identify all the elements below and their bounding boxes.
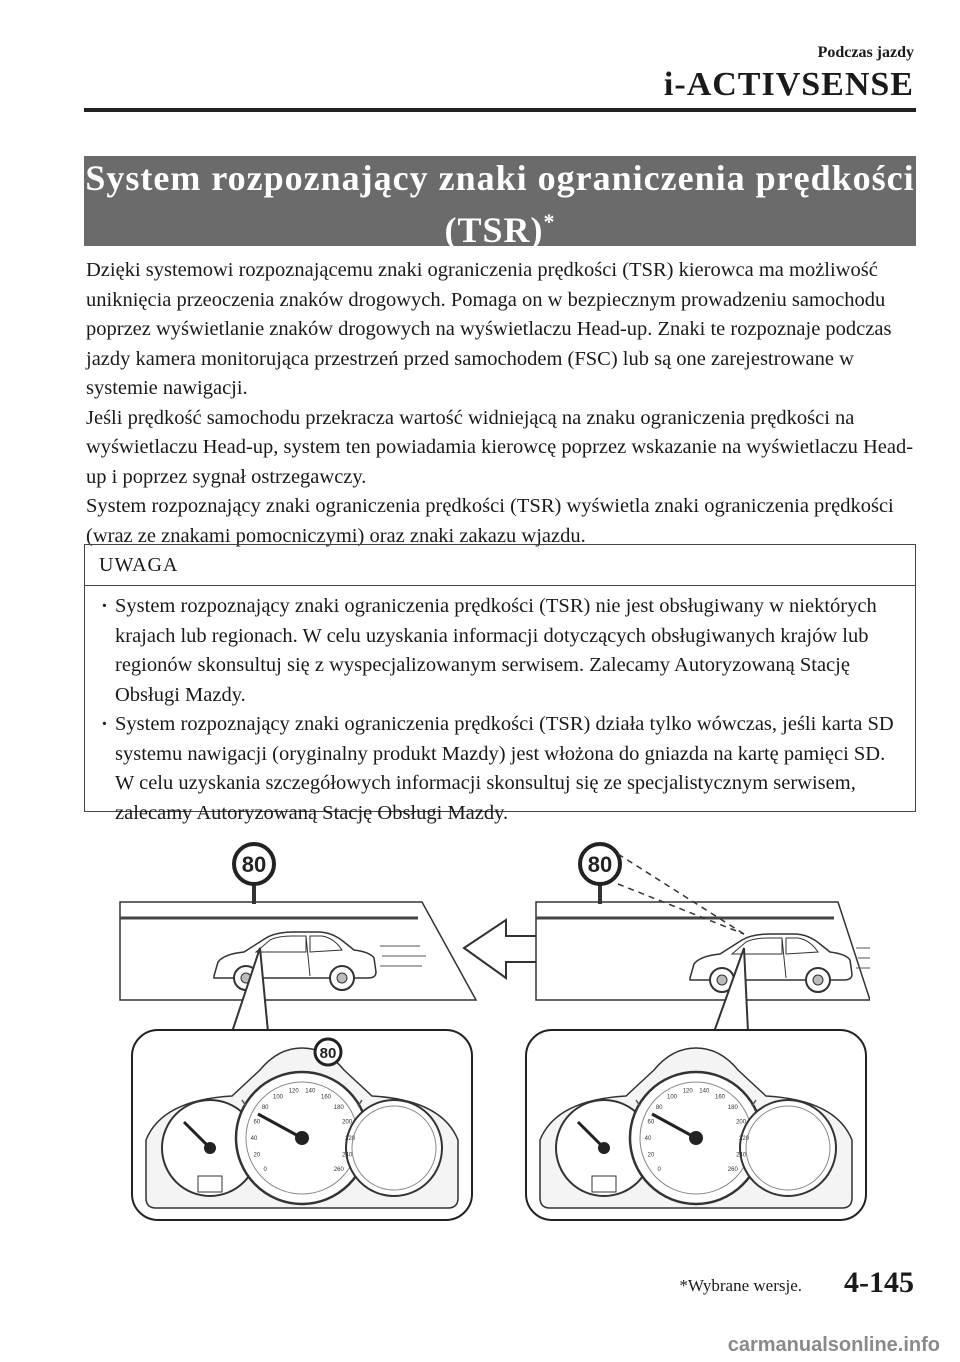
speed-sign-right-value: 80 [587,852,613,877]
page-title [84,156,916,250]
note-list [85,586,915,828]
speed-tick-label: 140 [305,1088,316,1095]
title-asterisk: * [543,209,556,234]
speed-tick-label: 200 [342,1119,353,1126]
body-text [86,256,916,551]
speed-tick-label: 20 [253,1152,261,1159]
title-line-2 [84,200,916,252]
section-title: Podczas jazdy [817,44,914,61]
speed-tick-label: 100 [272,1094,284,1101]
footer-note: *Wybrane wersje. [679,1276,802,1295]
speed-tick-label: 160 [320,1094,332,1101]
instrument-cluster-right [526,1030,866,1220]
speed-tick-label: 20 [647,1152,655,1159]
speed-tick-label: 80 [655,1105,663,1112]
speed-tick-label: 260 [727,1166,738,1173]
tsr-illustration [100,830,870,1230]
speed-tick-label: 220 [738,1136,750,1142]
speed-tick-label: 40 [644,1136,652,1142]
speed-tick-label: 240 [736,1152,747,1159]
note-item-2: · System rozpoznający znaki ograniczenia prędkości (TSR) działa tylko wówczas, jeśli karta SD systemu nawigacji (oryginalny produkt Mazdy) jest włożona do gniazda na kartę pamięci SD. W celu uzyskania szczegółowych informacji skonsultuj się ze specjalistycznym serwisem, zalecamy Autoryzowaną Stację Obsługi Mazdy. [85,710,915,828]
arrow-left-icon [464,920,546,978]
instrument-cluster-left [132,1030,472,1220]
note-item-1: · System rozpoznający znaki ograniczenia prędkości (TSR) nie jest obsługiwany w niektórych krajach lub regionach. W celu uzyskania informacji dotyczących obsługiwanych krajów lub regionów skonsultuj się z wyspecjalizowanym serwisem. Zalecamy Autoryzowaną Stację Obsługi Mazdy. [85,592,915,710]
speed-tick-label: 0 [263,1166,267,1173]
speed-tick-label: 60 [253,1119,261,1126]
speed-tick-label: 140 [699,1088,710,1095]
speed-tick-label: 160 [714,1094,726,1101]
page-number: 4-145 [844,1266,914,1299]
paragraph-2: Jeśli prędkość samochodu przekracza wartość widniejącą na znaku ograniczenia prędkości na wyświetlaczu Head-up, system ten powiadamia kierowcę poprzez wskazanie na wyświetlaczu Head-up i poprzez sygnał ostrzegawczy. [86,406,914,488]
header-rule [84,108,916,112]
title-line-2-text: (TSR) [444,210,544,250]
speed-tick-label: 180 [333,1105,344,1112]
paragraph-3: System rozpoznający znaki ograniczenia prędkości (TSR) wyświetla znaki ograniczenia prędkości (wraz ze znakami pomocniczymi) oraz znaki zakazu wjazdu. [86,495,894,547]
speed-tick-label: 80 [261,1105,269,1112]
speed-tick-label: 40 [250,1136,258,1142]
paragraph-1: Dzięki systemowi rozpoznającemu znaki ograniczenia prędkości (TSR) kierowca ma możliwość uniknięcia przeoczenia znaków drogowych. Pomaga on w bezpiecznym prowadzeniu samochodu poprzez wyświetlanie znaków drogowych na wyświetlaczu Head-up. Znaki te rozpoznaje podczas jazdy kamera monitorująca przestrzeń przed samochodem (FSC) lub są one zarejestrowane w systemie nawigacji. [86,259,892,399]
speed-tick-label: 260 [333,1166,344,1173]
speed-tick-label: 0 [657,1166,661,1173]
speed-tick-label: 220 [344,1136,356,1142]
note-box [84,544,916,824]
speed-tick-label: 240 [342,1152,353,1159]
speed-tick-label: 200 [736,1119,747,1126]
note-heading: UWAGA [85,545,915,586]
speed-sign-left-value: 80 [241,852,267,877]
watermark: carmanualsonline.info [727,1334,940,1356]
speed-tick-label: 180 [727,1105,738,1112]
speed-tick-label: 60 [647,1119,655,1126]
title-line-1: System rozpoznający znaki ograniczenia prędkości [85,158,915,198]
hud-speed-sign-value: 80 [319,1045,337,1062]
speed-tick-label: 100 [666,1094,678,1101]
speed-tick-label: 120 [288,1088,299,1095]
chapter-title: i-ACTIVSENSE [663,66,914,103]
speed-tick-label: 120 [682,1088,693,1095]
